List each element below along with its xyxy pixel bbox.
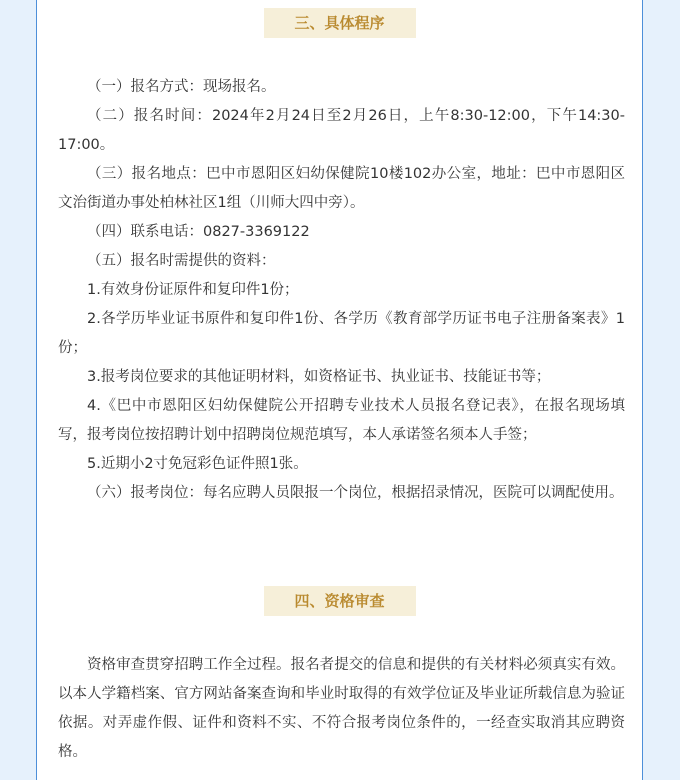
paragraph-registration-location: （三）报名地点：巴中市恩阳区妇幼保健院10楼102办公室，地址：巴中市恩阳区文治街道办事处柏林社区1组（川师大四中旁）。 <box>58 166 625 211</box>
paragraph-qualification-review: 资格审查贯穿招聘工作全过程。报名者提交的信息和提供的有关材料必须真实有效。以本人学籍档案、官方网站备案查询和毕业时取得的有效学位证及毕业证所载信息为验证依据。对弄虚作假、证件和资料不实、不符合报考岗位条件的，一经查实取消其应聘资格。 <box>58 657 625 760</box>
section-body-procedure <box>58 73 625 508</box>
article-page <box>36 0 643 780</box>
paragraph-contact-phone: （四）联系电话：0827-3369122 <box>87 224 310 240</box>
section-title-procedure: 三、具体程序 <box>264 8 416 38</box>
paragraph-material-2: 2.各学历毕业证书原件和复印件1份、各学历《教育部学历证书电子注册备案表》1份； <box>58 311 625 356</box>
section-body-qualification-review <box>58 651 625 767</box>
paragraph-material-4: 4.《巴中市恩阳区妇幼保健院公开招聘专业技术人员报名登记表》，在报名现场填写，报考岗位按招聘计划中招聘岗位规范填写，本人承诺签名须本人手签； <box>58 398 625 443</box>
paragraph-material-5: 5.近期小2寸免冠彩色证件照1张。 <box>87 456 308 472</box>
section-title-qualification-review: 四、资格审查 <box>264 586 416 616</box>
paragraph-registration-method: （一）报名方式：现场报名。 <box>87 79 276 95</box>
paragraph-required-materials: （五）报名时需提供的资料： <box>87 253 276 269</box>
paragraph-position: （六）报考岗位：每名应聘人员限报一个岗位，根据招录情况，医院可以调配使用。 <box>87 485 624 501</box>
paragraph-material-3: 3.报考岗位要求的其他证明材料，如资格证书、执业证书、技能证书等； <box>87 369 551 385</box>
paragraph-registration-time: （二）报名时间：2024年2月24日至2月26日，上午8:30-12:00，下午14:30-17:00。 <box>58 108 625 153</box>
paragraph-material-1: 1.有效身份证原件和复印件1份； <box>87 282 299 298</box>
